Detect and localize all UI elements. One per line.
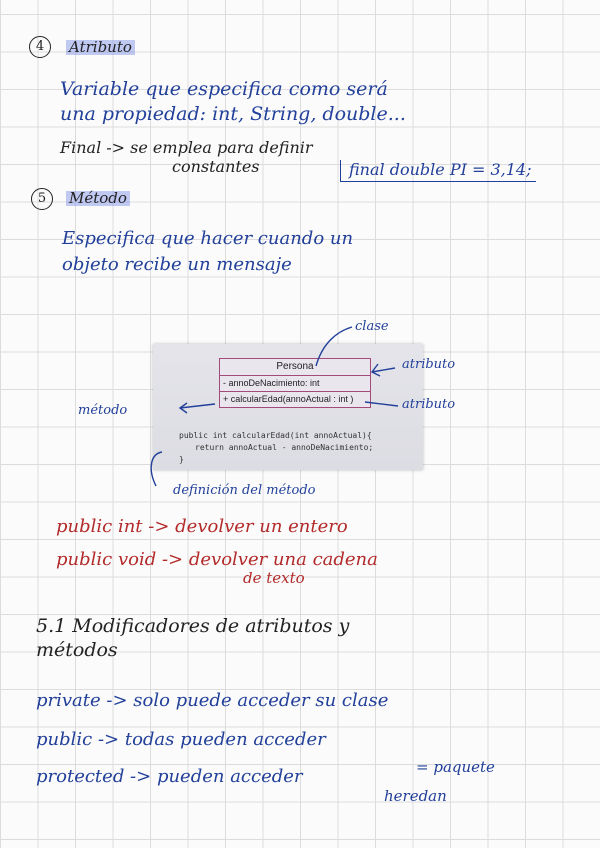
note-public-void-cont: de texto bbox=[243, 569, 305, 587]
modifier-protected: protected -> pueden acceder bbox=[36, 766, 303, 787]
section-51-title-2: métodos bbox=[36, 639, 118, 661]
label-metodo: método bbox=[78, 403, 128, 418]
final-example: final double PI = 3,14; bbox=[340, 160, 536, 182]
code-line-3: } bbox=[179, 455, 184, 464]
label-atributo-2: atributo bbox=[402, 397, 456, 412]
metodo-definition-line-2: objeto recibe un mensaje bbox=[62, 254, 292, 275]
modifier-public: public -> todas pueden acceder bbox=[36, 729, 326, 750]
metodo-definition-line-1: Especifica que hacer cuando un bbox=[62, 228, 354, 249]
modifier-protected-b: heredan bbox=[384, 787, 447, 805]
modifier-protected-a: = paquete bbox=[416, 758, 495, 776]
modifier-private: private -> solo puede acceder su clase bbox=[36, 690, 389, 711]
section-51-title-1: 5.1 Modificadores de atributos y bbox=[36, 615, 350, 637]
code-line-1: public int calcularEdad(int annoActual){ bbox=[179, 431, 372, 440]
section-4-title: Atributo bbox=[66, 40, 135, 55]
label-clase: clase bbox=[355, 319, 389, 334]
label-atributo-1: atributo bbox=[402, 357, 456, 372]
note-public-int: public int -> devolver un entero bbox=[56, 516, 348, 537]
uml-method: + calcularEdad(annoActual : int ) bbox=[220, 391, 370, 407]
uml-attribute: - annoDeNacimiento: int bbox=[220, 375, 370, 391]
final-definition-line-1: Final -> se emplea para definir bbox=[60, 138, 313, 157]
section-5-number: 5 bbox=[31, 188, 53, 210]
atributo-definition-line-2: una propiedad: int, String, double... bbox=[60, 103, 406, 125]
code-line-2: return annoActual - annoDeNacimiento; bbox=[195, 443, 374, 452]
uml-class-name: Persona bbox=[276, 361, 314, 372]
section-5-title: Método bbox=[66, 191, 130, 206]
section-4-number: 4 bbox=[29, 36, 51, 58]
note-public-void: public void -> devolver una cadena bbox=[56, 549, 378, 570]
atributo-definition-line-1: Variable que especifica como será bbox=[60, 78, 388, 100]
final-definition-line-2: constantes bbox=[172, 157, 260, 176]
label-definicion: definición del método bbox=[173, 483, 316, 498]
